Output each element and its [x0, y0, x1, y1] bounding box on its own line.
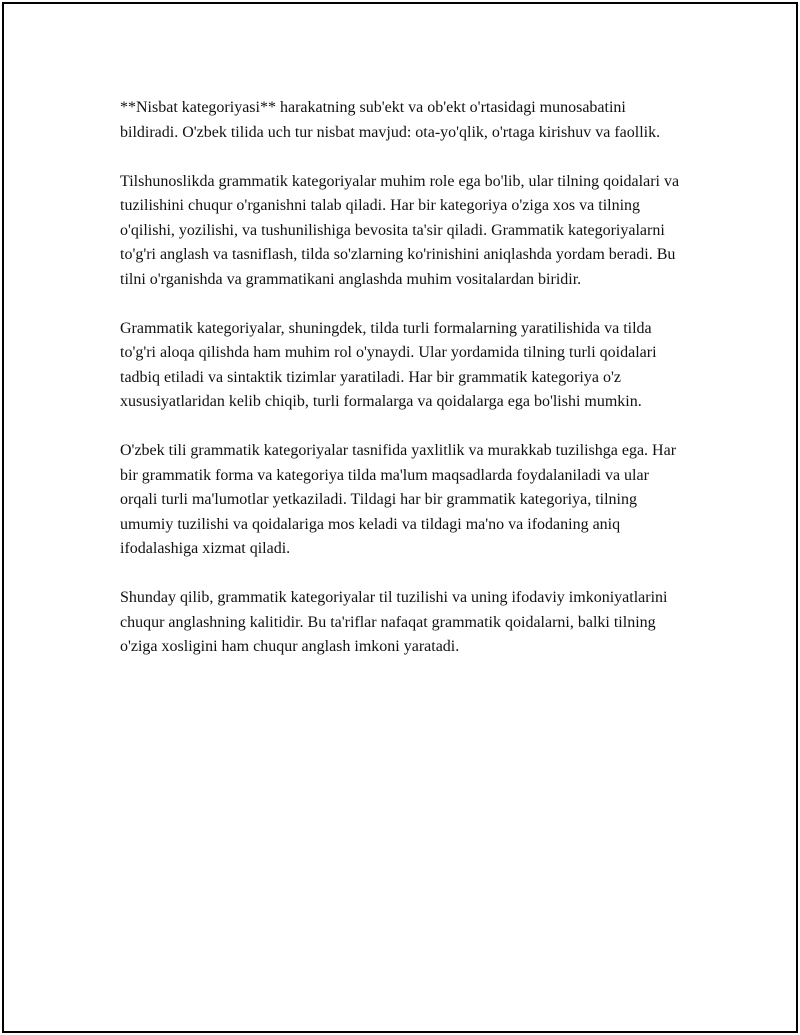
paragraph-xulosa: Shunday qilib, grammatik kategoriyalar til tuzilishi va uning ifodaviy imkoniyatlarini chuqur anglashning kalitidir. Bu ta'riflar nafaqat grammatik qoidalarni, balki tilning o'ziga xosligini ham chuqur anglash imkoni yaratadi.	[120, 589, 668, 655]
document-body	[120, 96, 686, 660]
paragraph-grammatik-kategoriyalar: Grammatik kategoriyalar, shuningdek, tilda turli formalarning yaratilishida va tilda to'g'ri aloqa qilishda ham muhim rol o'ynaydi. Ular yordamida tilning turli qoidalari tadbiq etiladi va sintaktik tizimlar yaratiladi. Har bir grammatik kategoriya o'z xususiyatlaridan kelib chiqib, turli formalarga va qoidalarga ega bo'lishi mumkin.	[120, 319, 657, 410]
document-page	[2, 2, 798, 1033]
paragraph-ozbek-tili: O'zbek tili grammatik kategoriyalar tasnifida yaxlitlik va murakkab tuzilishga ega. Har bir grammatik forma va kategoriya tilda ma'lum maqsadlarda foydalaniladi va ular orqali turli ma'lumotlar yetkaziladi. Tildagi har bir grammatik kategoriya, tilning umumiy tuzilishi va qoidalariga mos keladi va tildagi ma'no va ifodaning aniq ifodalashiga xizmat qiladi.	[120, 442, 677, 557]
paragraph-tilshunoslik: Tilshunoslikda grammatik kategoriyalar muhim role ega bo'lib, ular tilning qoidalari va tuzilishini chuqur o'rganishni talab qiladi. Har bir kategoriya o'ziga xos va tilning o'qilishi, yozilishi, va tushunilishiga bevosita ta'sir qiladi. Grammatik kategoriyalarni to'g'ri anglash va tasniflash, tilda so'zlarning ko'rinishini aniqlashda yordam beradi. Bu tilni o'rganishda va grammatikani anglashda muhim vositalardan biridir.	[120, 172, 680, 288]
paragraph-nisbat-kategoriyasi: **Nisbat kategoriyasi** harakatning sub'ekt va ob'ekt o'rtasidagi munosabatini bildiradi. O'zbek tilida uch tur nisbat mavjud: ota-yo'qlik, o'rtaga kirishuv va faollik.	[120, 99, 661, 141]
